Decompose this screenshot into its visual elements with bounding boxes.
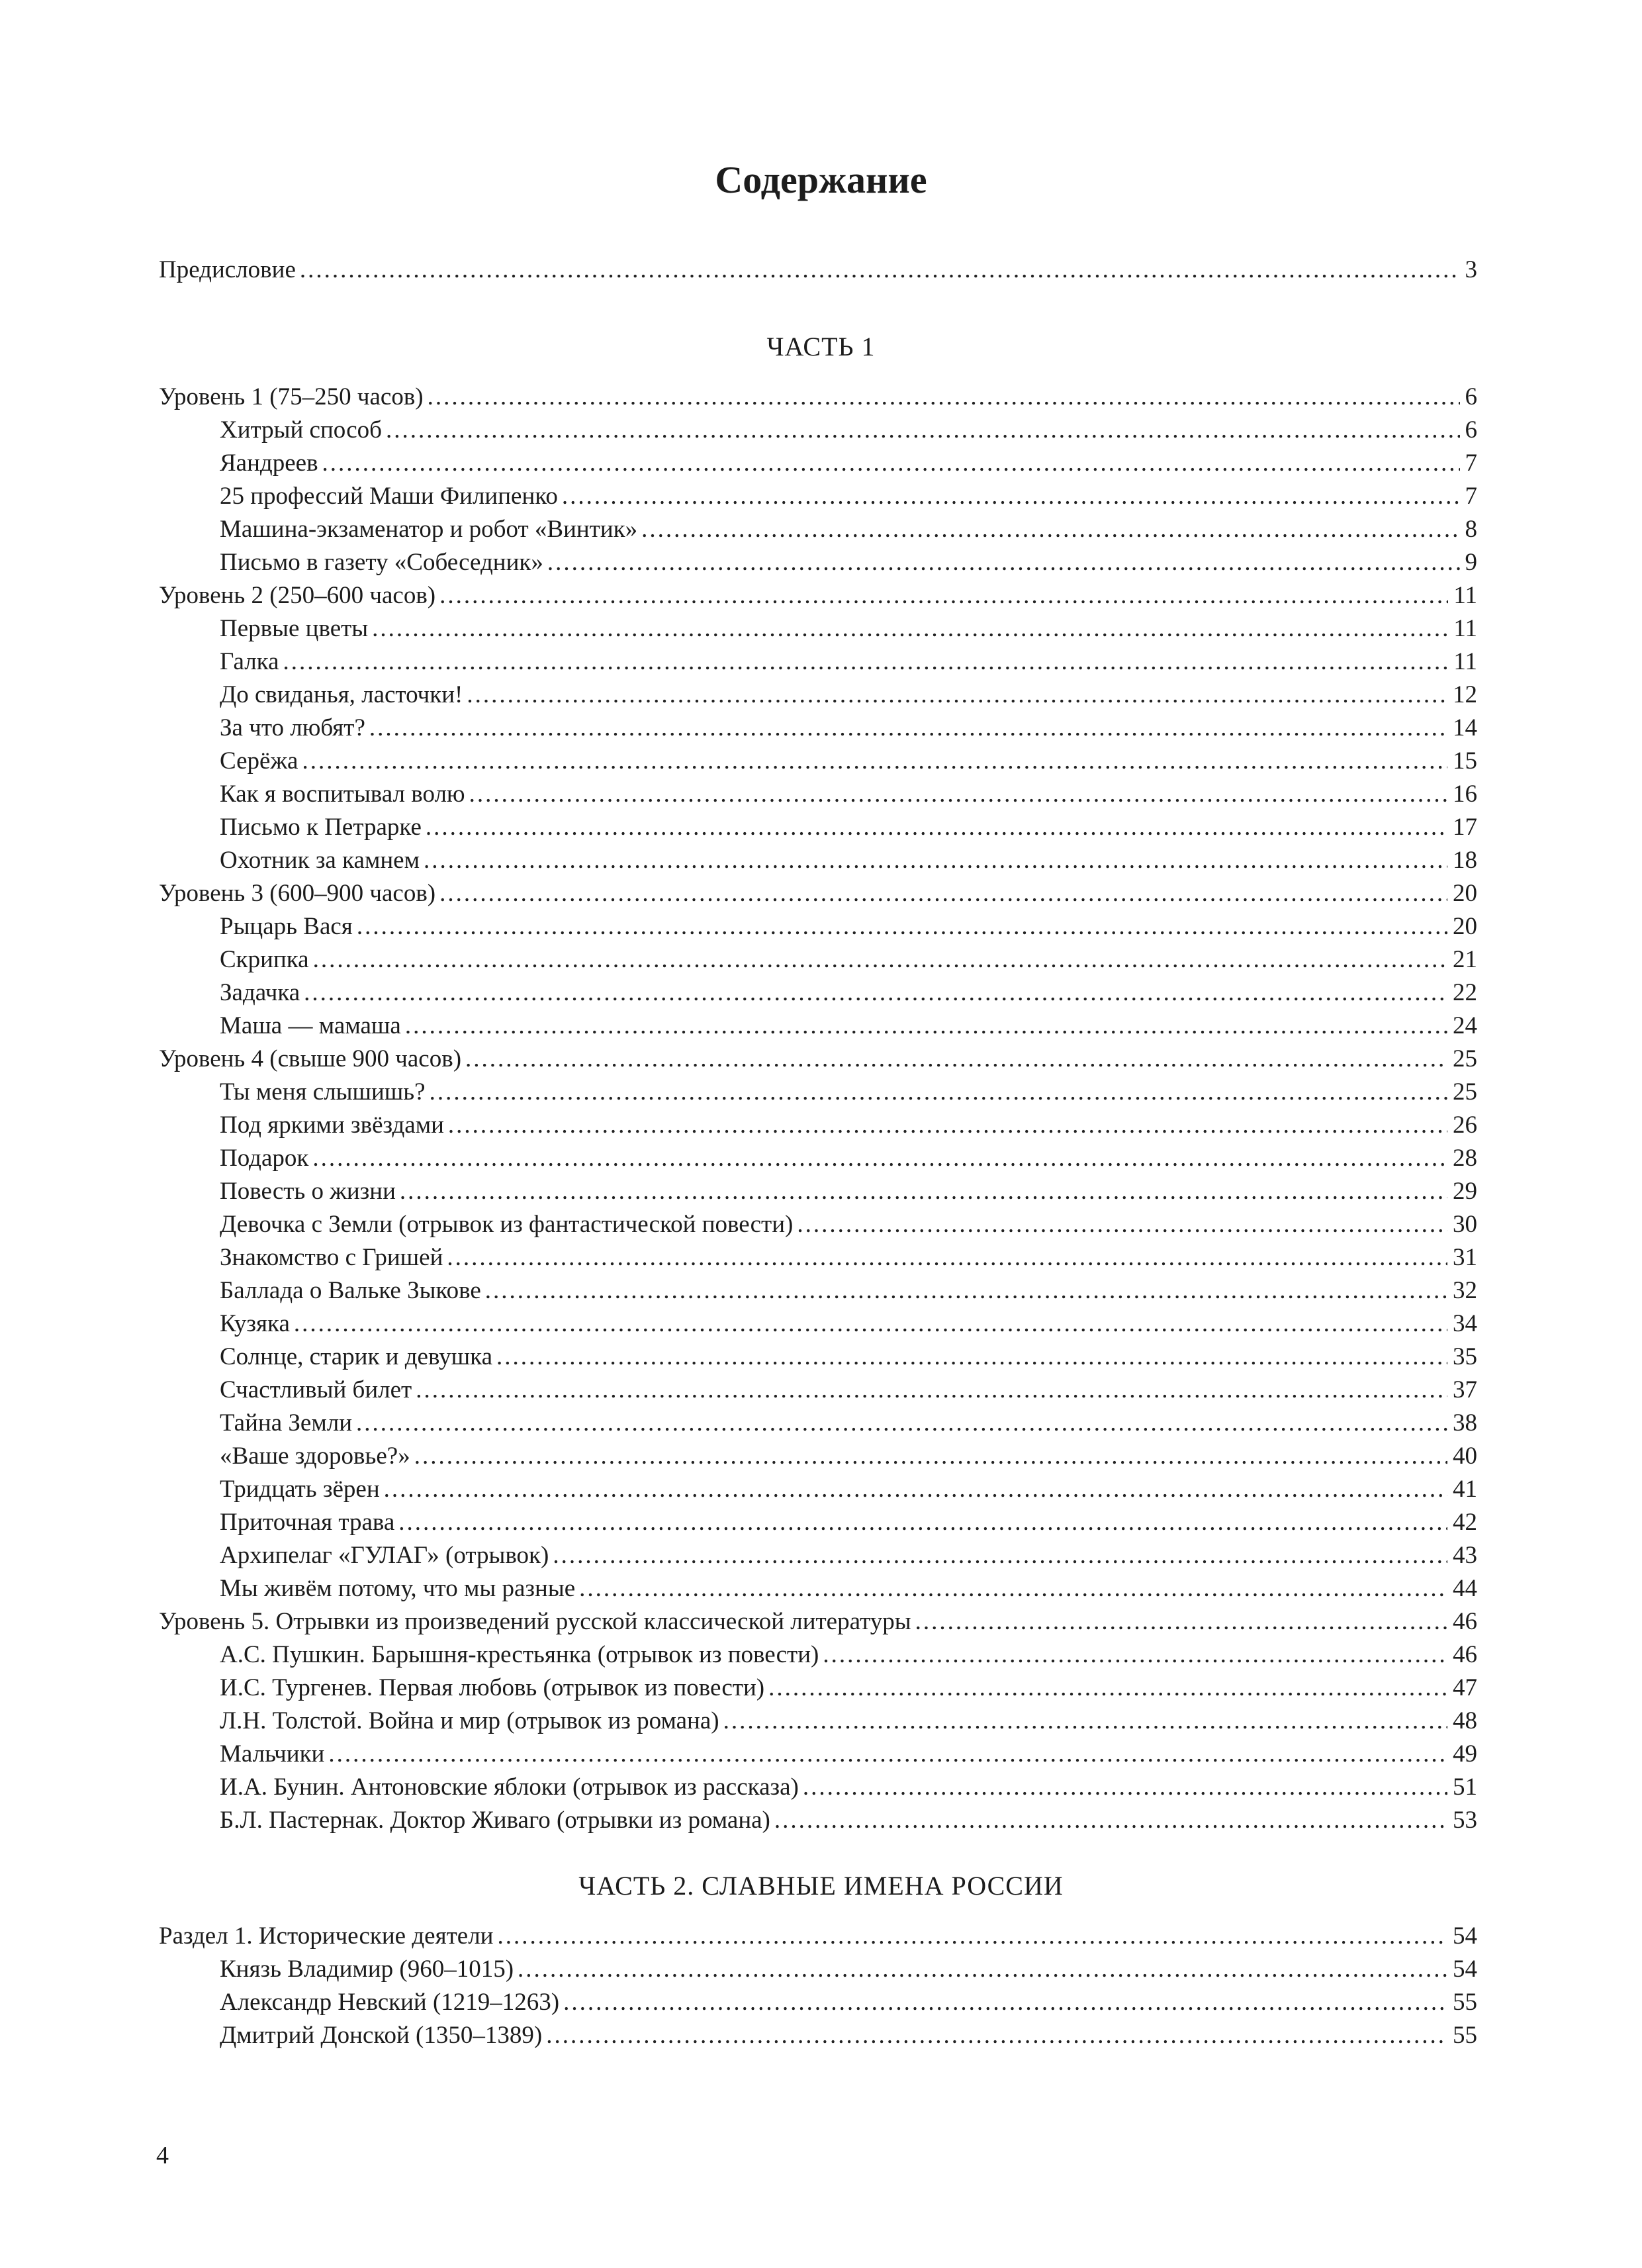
dot-leader xyxy=(328,1738,1447,1771)
dot-leader xyxy=(304,976,1447,1010)
toc-entry-label: 25 профессий Маши Филипенко xyxy=(220,483,558,510)
toc-entry-page: 20 xyxy=(1453,913,1477,940)
toc-entry-label: Яандреев xyxy=(220,449,318,477)
toc-entry xyxy=(159,414,1477,447)
dot-leader xyxy=(414,1440,1447,1473)
toc-entry xyxy=(159,546,1477,579)
toc-entry-label: А.С. Пушкин. Барышня-крестьянка (отрывок из повести) xyxy=(220,1641,819,1668)
toc-entry-page: 22 xyxy=(1453,979,1477,1006)
dot-leader xyxy=(322,447,1460,480)
toc-entry-label: Хитрый способ xyxy=(220,416,382,444)
toc-entry-label: Серёжа xyxy=(220,747,298,775)
toc-entry xyxy=(159,1804,1477,1837)
dot-leader xyxy=(518,1953,1447,1986)
toc-entry xyxy=(159,1572,1477,1605)
dot-leader xyxy=(448,1109,1447,1142)
toc-entry xyxy=(159,679,1477,712)
toc-entry xyxy=(159,712,1477,745)
toc-entry-page: 53 xyxy=(1453,1807,1477,1834)
toc-entry-label: И.С. Тургенев. Первая любовь (отрывок из повести) xyxy=(220,1674,765,1701)
toc-entry-preface xyxy=(159,254,1477,287)
dot-leader xyxy=(563,1986,1447,2019)
toc-entry-label: Кузяка xyxy=(220,1310,290,1337)
toc-entry-label: Маша — мамаша xyxy=(220,1012,401,1039)
dot-leader xyxy=(386,414,1460,447)
toc-entry-label: Скрипка xyxy=(220,946,309,973)
toc-entry-page: 48 xyxy=(1453,1707,1477,1734)
toc-entry-page: 31 xyxy=(1453,1244,1477,1271)
toc-entry-label: До свиданья, ласточки! xyxy=(220,681,463,708)
toc-entry xyxy=(159,1738,1477,1771)
toc-part2-list xyxy=(159,1920,1477,2052)
toc-entry xyxy=(159,1605,1477,1638)
toc-entry-label: За что любят? xyxy=(220,714,365,741)
toc-entry-page: 28 xyxy=(1453,1145,1477,1172)
toc-entry-page: 30 xyxy=(1453,1211,1477,1238)
toc-entry-page: 24 xyxy=(1453,1012,1477,1039)
dot-leader xyxy=(547,546,1460,579)
dot-leader xyxy=(405,1010,1447,1043)
toc-entry xyxy=(159,745,1477,778)
toc-entry xyxy=(159,1241,1477,1274)
toc-entry-label: Мальчики xyxy=(220,1740,325,1768)
toc-entry-page: 6 xyxy=(1465,383,1477,410)
toc-entry-label: Баллада о Вальке Зыкове xyxy=(220,1277,481,1304)
toc-entry-label: Л.Н. Толстой. Война и мир (отрывок из романа) xyxy=(220,1707,719,1734)
dot-leader xyxy=(723,1705,1447,1738)
toc-entry xyxy=(159,1307,1477,1341)
toc-entry-page: 21 xyxy=(1453,946,1477,973)
toc-entry-page: 55 xyxy=(1453,1989,1477,2016)
toc-entry xyxy=(159,1374,1477,1407)
toc-entry-page: 32 xyxy=(1453,1277,1477,1304)
toc-entry-label: Повесть о жизни xyxy=(220,1178,396,1205)
dot-leader xyxy=(496,1341,1447,1374)
toc-entry-label: Приточная трава xyxy=(220,1509,395,1536)
toc-entry-page: 20 xyxy=(1453,880,1477,907)
toc-entry xyxy=(159,1175,1477,1208)
toc-entry-label: Дмитрий Донской (1350–1389) xyxy=(220,2022,543,2049)
folio-page-number: 4 xyxy=(156,2142,169,2169)
toc-entry-page: 37 xyxy=(1453,1376,1477,1403)
toc-entry-page: 11 xyxy=(1453,615,1477,642)
dot-leader xyxy=(416,1374,1447,1407)
toc-entry-page: 38 xyxy=(1453,1409,1477,1437)
toc-entry-label: Охотник за камнем xyxy=(220,847,420,874)
toc-entry-label: Уровень 5. Отрывки из произведений русской классической литературы xyxy=(159,1608,911,1635)
toc-entry xyxy=(159,1953,1477,1986)
toc-entry-label: Машина-экзаменатор и робот «Винтик» xyxy=(220,516,638,543)
toc-entry xyxy=(159,579,1477,612)
dot-leader xyxy=(372,612,1448,645)
dot-leader xyxy=(426,811,1447,844)
toc-entry-page: 25 xyxy=(1453,1078,1477,1106)
toc-entry-label: Тайна Земли xyxy=(220,1409,353,1437)
toc-entry xyxy=(159,844,1477,877)
dot-leader xyxy=(774,1804,1447,1837)
part1-heading: ЧАСТЬ 1 xyxy=(766,332,876,361)
dot-leader xyxy=(356,1407,1447,1440)
toc-entry-page: 18 xyxy=(1453,847,1477,874)
toc-entry xyxy=(159,1539,1477,1572)
toc-entry-page: 51 xyxy=(1453,1773,1477,1801)
toc-entry xyxy=(159,877,1477,910)
dot-leader xyxy=(553,1539,1447,1572)
toc-entry-label: Как я воспитывал волю xyxy=(220,780,465,808)
toc-entry-label: Солнце, старик и девушка xyxy=(220,1343,493,1370)
toc-entry-page: 35 xyxy=(1453,1343,1477,1370)
toc-entry-page: 34 xyxy=(1453,1310,1477,1337)
toc-entry-label: Письмо к Петрарке xyxy=(220,814,422,841)
toc-entry xyxy=(159,1076,1477,1109)
toc-entry-label: Счастливый билет xyxy=(220,1376,412,1403)
toc-entry-label: Архипелаг «ГУЛАГ» (отрывок) xyxy=(220,1542,549,1569)
dot-leader xyxy=(497,1920,1447,1953)
toc-entry-label: Рыцарь Вася xyxy=(220,913,353,940)
toc-entry-page: 8 xyxy=(1465,516,1477,543)
toc-entry-label: Ты меня слышишь? xyxy=(220,1078,426,1106)
toc-entry-label: Девочка с Земли (отрывок из фантастической повести) xyxy=(220,1211,794,1238)
dot-leader xyxy=(357,910,1447,943)
dot-leader xyxy=(398,1506,1447,1539)
toc-entry xyxy=(159,1506,1477,1539)
toc-entry xyxy=(159,1920,1477,1953)
toc-entry-label: Мы живём потому, что мы разные xyxy=(220,1575,576,1602)
toc-entry-page: 17 xyxy=(1453,814,1477,841)
dot-leader xyxy=(768,1672,1447,1705)
dot-leader xyxy=(465,1043,1447,1076)
toc-entry-page: 7 xyxy=(1465,449,1477,477)
toc-entry-page: 11 xyxy=(1453,582,1477,609)
toc-entry-label: Князь Владимир (960–1015) xyxy=(220,1956,514,1983)
toc-entry-label: Подарок xyxy=(220,1145,309,1172)
toc-entry xyxy=(159,1043,1477,1076)
toc-entry-page: 25 xyxy=(1453,1045,1477,1072)
toc-entry-page: 29 xyxy=(1453,1178,1477,1205)
dot-leader xyxy=(302,745,1447,778)
dot-leader xyxy=(283,645,1449,679)
toc-entry-label: Задачка xyxy=(220,979,300,1006)
toc-entry-page: 3 xyxy=(1465,256,1477,283)
dot-leader xyxy=(428,381,1460,414)
toc-entry-page: 26 xyxy=(1453,1111,1477,1139)
dot-leader xyxy=(546,2019,1447,2052)
dot-leader xyxy=(439,579,1448,612)
toc-entry-page: 44 xyxy=(1453,1575,1477,1602)
toc-entry-page: 42 xyxy=(1453,1509,1477,1536)
toc-entry-page: 41 xyxy=(1453,1476,1477,1503)
toc-entry-label: Раздел 1. Исторические деятели xyxy=(159,1922,494,1950)
dot-leader xyxy=(469,778,1447,811)
toc-entry-page: 49 xyxy=(1453,1740,1477,1768)
toc-entry-label: Уровень 1 (75–250 часов) xyxy=(159,383,424,410)
toc-entry xyxy=(159,645,1477,679)
toc-entry-page: 46 xyxy=(1453,1641,1477,1668)
toc-entry-label: «Ваше здоровье?» xyxy=(220,1442,410,1470)
dot-leader xyxy=(803,1771,1447,1804)
toc-entry xyxy=(159,1341,1477,1374)
toc-entry-label: Уровень 3 (600–900 часов) xyxy=(159,880,436,907)
toc-entry xyxy=(159,910,1477,943)
toc-entry-label: Уровень 2 (250–600 часов) xyxy=(159,582,436,609)
part2-heading: ЧАСТЬ 2. СЛАВНЫЕ ИМЕНА РОССИИ xyxy=(578,1871,1064,1901)
toc-entry-page: 47 xyxy=(1453,1674,1477,1701)
dot-leader xyxy=(300,254,1460,287)
toc-entry-label: Тридцать зёрен xyxy=(220,1476,380,1503)
toc-entry xyxy=(159,1440,1477,1473)
toc-entry xyxy=(159,513,1477,546)
toc-entry xyxy=(159,447,1477,480)
toc-entry xyxy=(159,1109,1477,1142)
toc-entry-page: 54 xyxy=(1453,1922,1477,1950)
dot-leader xyxy=(447,1241,1447,1274)
toc-entry xyxy=(159,1407,1477,1440)
dot-leader xyxy=(439,877,1447,910)
dot-leader xyxy=(797,1208,1447,1241)
dot-leader xyxy=(400,1175,1447,1208)
toc-entry-label: Уровень 4 (свыше 900 часов) xyxy=(159,1045,462,1072)
toc-entry xyxy=(159,381,1477,414)
toc-entry-page: 15 xyxy=(1453,747,1477,775)
dot-leader xyxy=(294,1307,1447,1341)
toc-entry xyxy=(159,1473,1477,1506)
dot-leader xyxy=(562,480,1460,513)
toc-entry-label: Галка xyxy=(220,648,279,675)
dot-leader xyxy=(579,1572,1447,1605)
toc-entry xyxy=(159,1672,1477,1705)
toc-entry-label: Знакомство с Гришей xyxy=(220,1244,443,1271)
dot-leader xyxy=(369,712,1447,745)
dot-leader xyxy=(467,679,1447,712)
toc-entry xyxy=(159,1142,1477,1175)
toc-entry-label: Б.Л. Пастернак. Доктор Живаго (отрывки из романа) xyxy=(220,1807,770,1834)
toc-entry-label: Под яркими звёздами xyxy=(220,1111,444,1139)
dot-leader xyxy=(641,513,1459,546)
toc-entry-label: Александр Невский (1219–1263) xyxy=(220,1989,560,2016)
toc-entry-page: 11 xyxy=(1453,648,1477,675)
toc-entry-page: 7 xyxy=(1465,483,1477,510)
toc-entry xyxy=(159,811,1477,844)
toc-entry-page: 16 xyxy=(1453,780,1477,808)
toc-entry-page: 9 xyxy=(1465,549,1477,576)
dot-leader xyxy=(485,1274,1447,1307)
toc-entry xyxy=(159,480,1477,513)
toc-entry xyxy=(159,976,1477,1010)
toc-entry xyxy=(159,1274,1477,1307)
dot-leader xyxy=(424,844,1447,877)
toc-entry xyxy=(159,612,1477,645)
toc-entry-label: Первые цветы xyxy=(220,615,369,642)
toc-entry xyxy=(159,1208,1477,1241)
toc-part1-list xyxy=(159,381,1477,1837)
toc-entry-label: И.А. Бунин. Антоновские яблоки (отрывок из рассказа) xyxy=(220,1773,799,1801)
dot-leader xyxy=(313,943,1447,976)
toc-entry xyxy=(159,1986,1477,2019)
dot-leader xyxy=(312,1142,1447,1175)
toc-entry-page: 6 xyxy=(1465,416,1477,444)
toc-entry-label: Предисловие xyxy=(159,256,296,283)
toc-entry-page: 55 xyxy=(1453,2022,1477,2049)
toc-entry-page: 54 xyxy=(1453,1956,1477,1983)
toc-entry xyxy=(159,778,1477,811)
toc-entry xyxy=(159,1705,1477,1738)
toc-entry-label: Письмо в газету «Собеседник» xyxy=(220,549,543,576)
toc-entry xyxy=(159,1638,1477,1672)
dot-leader xyxy=(430,1076,1447,1109)
toc-entry xyxy=(159,2019,1477,2052)
toc-entry-page: 12 xyxy=(1453,681,1477,708)
toc-entry-page: 40 xyxy=(1453,1442,1477,1470)
toc-entry xyxy=(159,1771,1477,1804)
dot-leader xyxy=(915,1605,1447,1638)
page-title: Содержание xyxy=(715,158,927,201)
toc-entry-page: 46 xyxy=(1453,1608,1477,1635)
dot-leader xyxy=(823,1638,1447,1672)
toc-entry xyxy=(159,943,1477,976)
toc-entry xyxy=(159,1010,1477,1043)
toc-entry-page: 14 xyxy=(1453,714,1477,741)
dot-leader xyxy=(384,1473,1447,1506)
toc-entry-page: 43 xyxy=(1453,1542,1477,1569)
